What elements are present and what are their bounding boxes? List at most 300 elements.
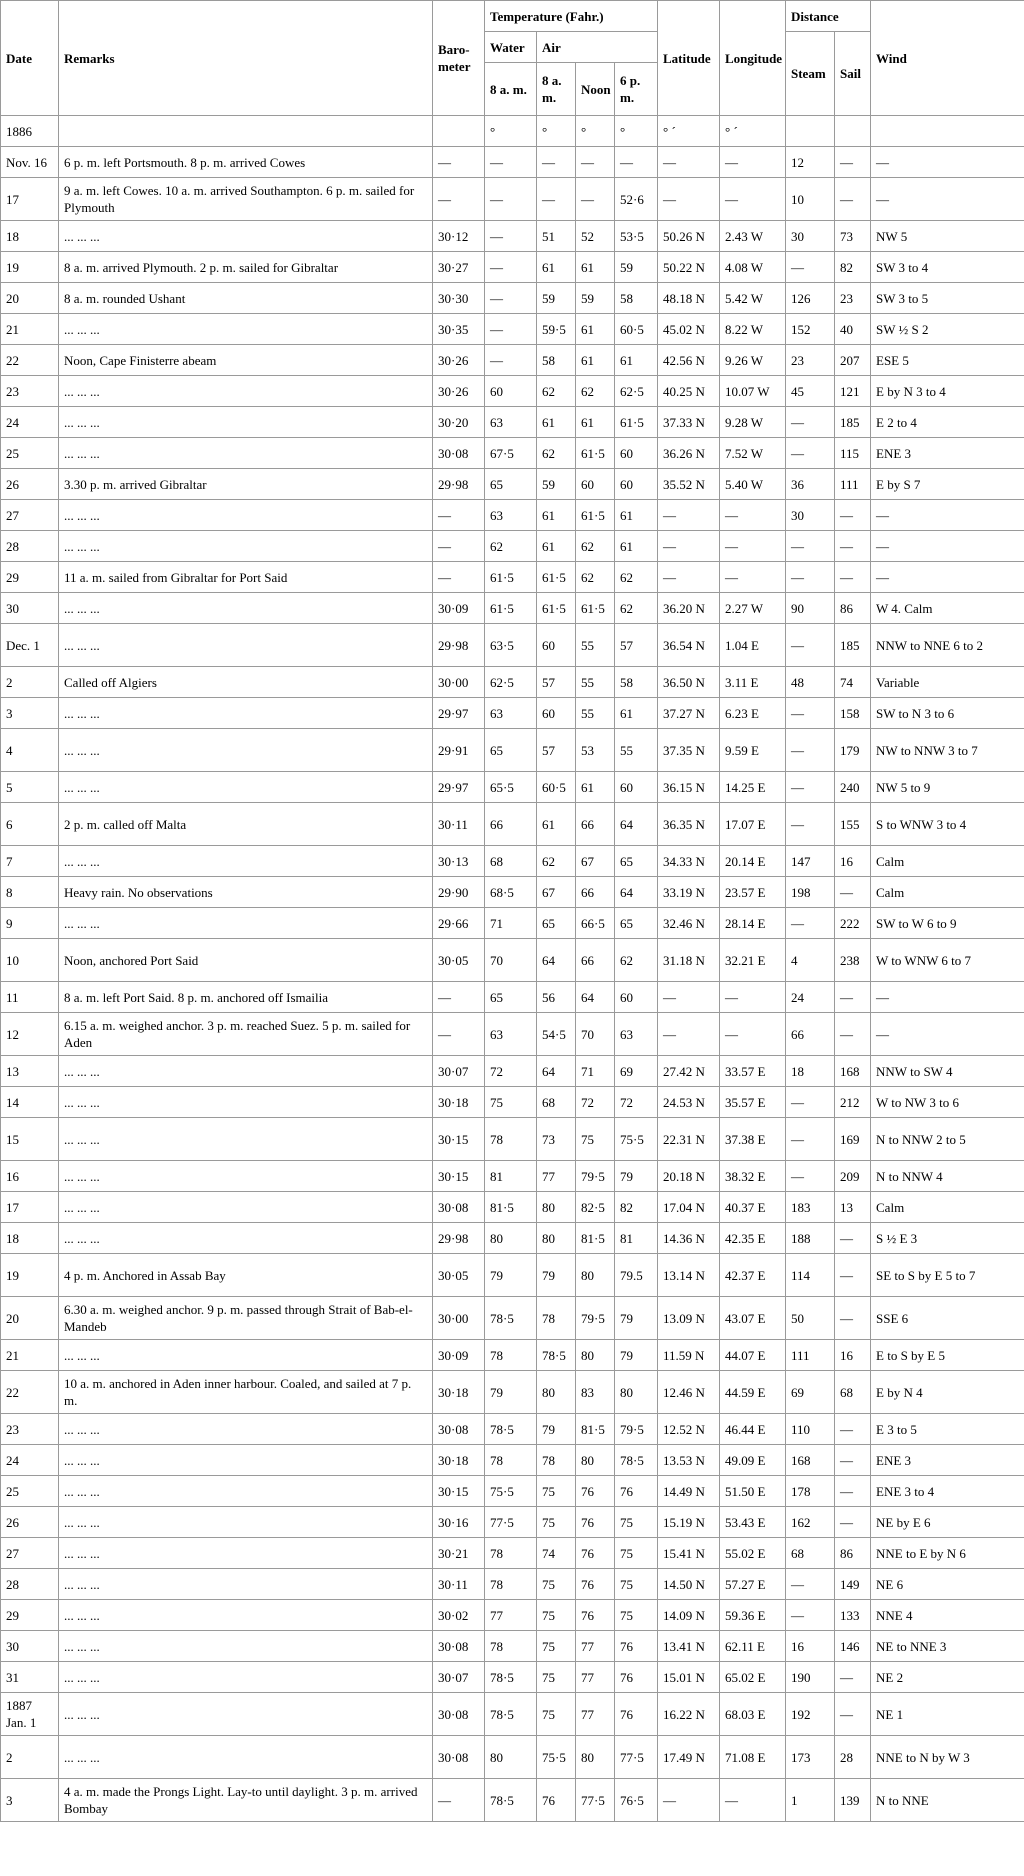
barometer-cell: 30·35: [433, 314, 485, 345]
longitude-cell: 9.59 E: [720, 729, 786, 772]
steam-cell: 190: [786, 1662, 835, 1693]
remarks-cell: 10 a. m. anchored in Aden inner harbour. Coaled, and sailed at 7 p. m.: [59, 1371, 433, 1414]
longitude-cell: 2.27 W: [720, 593, 786, 624]
longitude-cell: 44.59 E: [720, 1371, 786, 1414]
table-row: [1, 1600, 1024, 1631]
steam-cell: 111: [786, 1340, 835, 1371]
table-row: [1, 407, 1024, 438]
table-row: [1, 1736, 1024, 1779]
steam-cell: —: [786, 531, 835, 562]
air-noon-cell: 76: [576, 1600, 615, 1631]
sail-cell: 16: [835, 1340, 871, 1371]
table-row: [1, 803, 1024, 846]
barometer-cell: 30·16: [433, 1507, 485, 1538]
steam-cell: —: [786, 562, 835, 593]
remarks-cell: ... ... ...: [59, 908, 433, 939]
remarks-cell: ... ... ...: [59, 1631, 433, 1662]
sail-cell: 185: [835, 624, 871, 667]
water-8am-cell: 79: [485, 1254, 537, 1297]
remarks-cell: ... ... ...: [59, 729, 433, 772]
barometer-cell: 30·00: [433, 667, 485, 698]
header-air-noon: Noon: [576, 63, 615, 116]
remarks-cell: ... ... ...: [59, 314, 433, 345]
barometer-cell: 29·66: [433, 908, 485, 939]
air-8am-cell: 61: [537, 252, 576, 283]
sail-cell: —: [835, 1693, 871, 1736]
wind-cell: E 2 to 4: [871, 407, 1024, 438]
sail-cell: —: [835, 562, 871, 593]
wind-cell: —: [871, 562, 1024, 593]
wind-cell: SSE 6: [871, 1297, 1024, 1340]
sail-cell: 146: [835, 1631, 871, 1662]
wind-cell: NNE 4: [871, 1600, 1024, 1631]
water-8am-cell: 78: [485, 1445, 537, 1476]
longitude-cell: 53.43 E: [720, 1507, 786, 1538]
air-8am-cell: 67: [537, 877, 576, 908]
date-cell: 16: [1, 1161, 59, 1192]
remarks-cell: ... ... ...: [59, 1736, 433, 1779]
water-8am-cell: 78·5: [485, 1693, 537, 1736]
barometer-cell: 29·97: [433, 698, 485, 729]
sail-cell: —: [835, 147, 871, 178]
steam-cell: —: [786, 1569, 835, 1600]
steam-cell: 1: [786, 1779, 835, 1822]
latitude-cell: 37.27 N: [658, 698, 720, 729]
longitude-cell: 57.27 E: [720, 1569, 786, 1600]
barometer-cell: 30·26: [433, 345, 485, 376]
air-noon-cell: 76: [576, 1507, 615, 1538]
water-8am-cell: 81·5: [485, 1192, 537, 1223]
air-noon-cell: 79·5: [576, 1161, 615, 1192]
longitude-cell: 44.07 E: [720, 1340, 786, 1371]
date-cell: 2: [1, 667, 59, 698]
header-latitude: Latitude: [658, 1, 720, 116]
air-6pm-cell: 61: [615, 500, 658, 531]
air-8am-cell: 78·5: [537, 1340, 576, 1371]
air-noon-cell: —: [576, 147, 615, 178]
water-8am-cell: 78: [485, 1631, 537, 1662]
table-row: [1, 908, 1024, 939]
air-noon-cell: 61: [576, 314, 615, 345]
wind-cell: NW 5 to 9: [871, 772, 1024, 803]
barometer-cell: —: [433, 562, 485, 593]
sail-cell: 155: [835, 803, 871, 846]
latitude-cell: 13.41 N: [658, 1631, 720, 1662]
air-8am-cell: 60: [537, 698, 576, 729]
latitude-cell: 14.09 N: [658, 1600, 720, 1631]
barometer-cell: —: [433, 500, 485, 531]
table-row: [1, 1340, 1024, 1371]
table-row: [1, 562, 1024, 593]
longitude-cell: 35.57 E: [720, 1087, 786, 1118]
remarks-cell: Heavy rain. No observations: [59, 877, 433, 908]
air-noon-cell: 60: [576, 469, 615, 500]
steam-cell: 69: [786, 1371, 835, 1414]
wind-cell: SW to N 3 to 6: [871, 698, 1024, 729]
barometer-cell: 30·18: [433, 1371, 485, 1414]
table-row: [1, 1631, 1024, 1662]
sail-cell: —: [835, 877, 871, 908]
barometer-cell: —: [433, 982, 485, 1013]
air-8am-cell: 57: [537, 667, 576, 698]
date-cell: 3: [1, 698, 59, 729]
table-row: [1, 877, 1024, 908]
air-noon-cell: 66: [576, 939, 615, 982]
longitude-cell: 10.07 W: [720, 376, 786, 407]
header-air-8am: 8 a. m.: [537, 63, 576, 116]
barometer-cell: —: [433, 1779, 485, 1822]
air-noon-cell: 67: [576, 846, 615, 877]
steam-cell: 188: [786, 1223, 835, 1254]
wind-cell: NE to NNE 3: [871, 1631, 1024, 1662]
air-8am-cell: 79: [537, 1414, 576, 1445]
air-noon-cell: 80: [576, 1445, 615, 1476]
longitude-cell: 17.07 E: [720, 803, 786, 846]
latitude-cell: 13.14 N: [658, 1254, 720, 1297]
barometer-cell: 30·05: [433, 1254, 485, 1297]
air-6pm-cell: 64: [615, 803, 658, 846]
latitude-cell: —: [658, 562, 720, 593]
latitude-cell: 12.46 N: [658, 1371, 720, 1414]
date-cell: 17: [1, 1192, 59, 1223]
longitude-cell: 4.08 W: [720, 252, 786, 283]
wind-cell: NW to NNW 3 to 7: [871, 729, 1024, 772]
air-8am-cell: 59: [537, 469, 576, 500]
wind-cell: SE to S by E 5 to 7: [871, 1254, 1024, 1297]
latitude-cell: 36.50 N: [658, 667, 720, 698]
barometer-cell: 30·08: [433, 438, 485, 469]
water-8am-cell: —: [485, 283, 537, 314]
barometer-cell: —: [433, 147, 485, 178]
remarks-cell: 2 p. m. called off Malta: [59, 803, 433, 846]
remarks-cell: ... ... ...: [59, 531, 433, 562]
steam-cell: 18: [786, 1056, 835, 1087]
longitude-cell: 23.57 E: [720, 877, 786, 908]
wind-cell: [871, 116, 1024, 147]
remarks-cell: ... ... ...: [59, 1056, 433, 1087]
air-6pm-cell: 75: [615, 1600, 658, 1631]
remarks-cell: ... ... ...: [59, 593, 433, 624]
steam-cell: 24: [786, 982, 835, 1013]
latitude-cell: —: [658, 500, 720, 531]
table-row: [1, 1569, 1024, 1600]
remarks-cell: ... ... ...: [59, 500, 433, 531]
water-8am-cell: 62·5: [485, 667, 537, 698]
barometer-cell: 30·07: [433, 1662, 485, 1693]
date-cell: 28: [1, 531, 59, 562]
air-6pm-cell: 57: [615, 624, 658, 667]
longitude-cell: 55.02 E: [720, 1538, 786, 1569]
table-row: [1, 593, 1024, 624]
remarks-cell: ... ... ...: [59, 1192, 433, 1223]
latitude-cell: —: [658, 531, 720, 562]
sail-cell: 74: [835, 667, 871, 698]
table-row: [1, 1414, 1024, 1445]
longitude-cell: 62.11 E: [720, 1631, 786, 1662]
remarks-cell: 11 a. m. sailed from Gibraltar for Port Said: [59, 562, 433, 593]
header-row-1: [1, 1, 1024, 32]
wind-cell: NNW to NNE 6 to 2: [871, 624, 1024, 667]
air-noon-cell: 61: [576, 407, 615, 438]
date-cell: 28: [1, 1569, 59, 1600]
air-8am-cell: 78: [537, 1445, 576, 1476]
air-8am-cell: 62: [537, 438, 576, 469]
date-cell: 20: [1, 1297, 59, 1340]
air-8am-cell: 78: [537, 1297, 576, 1340]
sail-cell: 158: [835, 698, 871, 729]
air-6pm-cell: 72: [615, 1087, 658, 1118]
table-row: [1, 345, 1024, 376]
barometer-cell: 30·26: [433, 376, 485, 407]
wind-cell: —: [871, 531, 1024, 562]
air-noon-cell: 52: [576, 221, 615, 252]
remarks-cell: ... ... ...: [59, 221, 433, 252]
water-8am-cell: 68: [485, 846, 537, 877]
remarks-cell: ... ... ...: [59, 624, 433, 667]
table-row: [1, 1507, 1024, 1538]
water-8am-cell: 68·5: [485, 877, 537, 908]
air-6pm-cell: 62·5: [615, 376, 658, 407]
barometer-cell: 30·00: [433, 1297, 485, 1340]
air-6pm-cell: °: [615, 116, 658, 147]
steam-cell: [786, 116, 835, 147]
air-noon-cell: 71: [576, 1056, 615, 1087]
remarks-cell: ... ... ...: [59, 1223, 433, 1254]
wind-cell: S ½ E 3: [871, 1223, 1024, 1254]
steam-cell: 168: [786, 1445, 835, 1476]
table-row: [1, 531, 1024, 562]
longitude-cell: 1.04 E: [720, 624, 786, 667]
remarks-cell: 6.15 a. m. weighed anchor. 3 p. m. reached Suez. 5 p. m. sailed for Aden: [59, 1013, 433, 1056]
sail-cell: 139: [835, 1779, 871, 1822]
latitude-cell: 20.18 N: [658, 1161, 720, 1192]
air-8am-cell: 80: [537, 1192, 576, 1223]
air-noon-cell: 62: [576, 376, 615, 407]
sail-cell: 133: [835, 1600, 871, 1631]
date-cell: 23: [1, 376, 59, 407]
wind-cell: SW 3 to 5: [871, 283, 1024, 314]
header-steam: Steam: [786, 32, 835, 116]
wind-cell: E by N 4: [871, 1371, 1024, 1414]
barometer-cell: 30·08: [433, 1192, 485, 1223]
barometer-cell: 30·02: [433, 1600, 485, 1631]
sail-cell: 23: [835, 283, 871, 314]
remarks-cell: ... ... ...: [59, 1476, 433, 1507]
water-8am-cell: 63: [485, 1013, 537, 1056]
longitude-cell: 49.09 E: [720, 1445, 786, 1476]
air-noon-cell: 61: [576, 345, 615, 376]
wind-cell: E 3 to 5: [871, 1414, 1024, 1445]
air-6pm-cell: 77·5: [615, 1736, 658, 1779]
air-6pm-cell: 64: [615, 877, 658, 908]
air-6pm-cell: 55: [615, 729, 658, 772]
sail-cell: 111: [835, 469, 871, 500]
longitude-cell: 68.03 E: [720, 1693, 786, 1736]
table-row: [1, 1223, 1024, 1254]
air-6pm-cell: 81: [615, 1223, 658, 1254]
air-8am-cell: 62: [537, 846, 576, 877]
water-8am-cell: 78·5: [485, 1297, 537, 1340]
water-8am-cell: 78·5: [485, 1414, 537, 1445]
wind-cell: W 4. Calm: [871, 593, 1024, 624]
wind-cell: —: [871, 1013, 1024, 1056]
table-row: [1, 1371, 1024, 1414]
wind-cell: N to NNE: [871, 1779, 1024, 1822]
sail-cell: —: [835, 1414, 871, 1445]
air-8am-cell: 64: [537, 939, 576, 982]
water-8am-cell: 63: [485, 500, 537, 531]
air-8am-cell: 75: [537, 1631, 576, 1662]
wind-cell: E to S by E 5: [871, 1340, 1024, 1371]
date-cell: 10: [1, 939, 59, 982]
sail-cell: 13: [835, 1192, 871, 1223]
air-noon-cell: 77·5: [576, 1779, 615, 1822]
air-noon-cell: 81·5: [576, 1223, 615, 1254]
water-8am-cell: 78·5: [485, 1779, 537, 1822]
table-row: [1, 500, 1024, 531]
wind-cell: Calm: [871, 877, 1024, 908]
air-noon-cell: 66: [576, 803, 615, 846]
table-row: [1, 1476, 1024, 1507]
sail-cell: 40: [835, 314, 871, 345]
water-8am-cell: 78: [485, 1340, 537, 1371]
sail-cell: 238: [835, 939, 871, 982]
air-6pm-cell: 78·5: [615, 1445, 658, 1476]
latitude-cell: 45.02 N: [658, 314, 720, 345]
longitude-cell: 46.44 E: [720, 1414, 786, 1445]
air-6pm-cell: 61·5: [615, 407, 658, 438]
header-barometer: Baro-meter: [433, 1, 485, 116]
water-8am-cell: 77·5: [485, 1507, 537, 1538]
sail-cell: 16: [835, 846, 871, 877]
steam-cell: 114: [786, 1254, 835, 1297]
table-row: [1, 1693, 1024, 1736]
date-cell: 1886: [1, 116, 59, 147]
steam-cell: 4: [786, 939, 835, 982]
water-8am-cell: 77: [485, 1600, 537, 1631]
water-8am-cell: 61·5: [485, 562, 537, 593]
date-cell: 18: [1, 1223, 59, 1254]
remarks-cell: ... ... ...: [59, 438, 433, 469]
steam-cell: 183: [786, 1192, 835, 1223]
air-6pm-cell: 76: [615, 1662, 658, 1693]
date-cell: 27: [1, 500, 59, 531]
remarks-cell: 9 a. m. left Cowes. 10 a. m. arrived Southampton. 6 p. m. sailed for Plymouth: [59, 178, 433, 221]
water-8am-cell: 63: [485, 698, 537, 729]
remarks-cell: [59, 116, 433, 147]
longitude-cell: —: [720, 1779, 786, 1822]
date-cell: 24: [1, 407, 59, 438]
table-row: [1, 1662, 1024, 1693]
remarks-cell: ... ... ...: [59, 376, 433, 407]
wind-cell: E by S 7: [871, 469, 1024, 500]
remarks-cell: ... ... ...: [59, 1569, 433, 1600]
remarks-cell: 8 a. m. rounded Ushant: [59, 283, 433, 314]
barometer-cell: 30·13: [433, 846, 485, 877]
sail-cell: 68: [835, 1371, 871, 1414]
latitude-cell: 50.26 N: [658, 221, 720, 252]
steam-cell: 48: [786, 667, 835, 698]
longitude-cell: 6.23 E: [720, 698, 786, 729]
table-row: [1, 1445, 1024, 1476]
wind-cell: Calm: [871, 846, 1024, 877]
date-cell: 8: [1, 877, 59, 908]
air-6pm-cell: 53·5: [615, 221, 658, 252]
air-6pm-cell: 61: [615, 345, 658, 376]
air-6pm-cell: 60·5: [615, 314, 658, 345]
remarks-cell: 3.30 p. m. arrived Gibraltar: [59, 469, 433, 500]
air-noon-cell: 72: [576, 1087, 615, 1118]
table-row: [1, 283, 1024, 314]
longitude-cell: 9.26 W: [720, 345, 786, 376]
remarks-cell: ... ... ...: [59, 1662, 433, 1693]
air-6pm-cell: 75·5: [615, 1118, 658, 1161]
air-noon-cell: 59: [576, 283, 615, 314]
steam-cell: 126: [786, 283, 835, 314]
wind-cell: —: [871, 500, 1024, 531]
air-6pm-cell: 75: [615, 1569, 658, 1600]
water-8am-cell: 78: [485, 1569, 537, 1600]
latitude-cell: 32.46 N: [658, 908, 720, 939]
wind-cell: NE 1: [871, 1693, 1024, 1736]
steam-cell: 162: [786, 1507, 835, 1538]
air-6pm-cell: 62: [615, 939, 658, 982]
water-8am-cell: 71: [485, 908, 537, 939]
date-cell: 21: [1, 1340, 59, 1371]
air-noon-cell: 80: [576, 1254, 615, 1297]
latitude-cell: 13.09 N: [658, 1297, 720, 1340]
air-noon-cell: 62: [576, 531, 615, 562]
remarks-cell: ... ... ...: [59, 407, 433, 438]
air-8am-cell: 75: [537, 1662, 576, 1693]
remarks-cell: 6 p. m. left Portsmouth. 8 p. m. arrived Cowes: [59, 147, 433, 178]
air-8am-cell: 65: [537, 908, 576, 939]
longitude-cell: 7.52 W: [720, 438, 786, 469]
water-8am-cell: 78·5: [485, 1662, 537, 1693]
wind-cell: —: [871, 147, 1024, 178]
remarks-cell: ... ... ...: [59, 1600, 433, 1631]
air-noon-cell: 61·5: [576, 500, 615, 531]
latitude-cell: —: [658, 1013, 720, 1056]
longitude-cell: —: [720, 531, 786, 562]
air-8am-cell: °: [537, 116, 576, 147]
air-8am-cell: 61: [537, 500, 576, 531]
air-noon-cell: 76: [576, 1538, 615, 1569]
latitude-cell: 27.42 N: [658, 1056, 720, 1087]
barometer-cell: 30·08: [433, 1693, 485, 1736]
longitude-cell: 38.32 E: [720, 1161, 786, 1192]
steam-cell: —: [786, 803, 835, 846]
steam-cell: 192: [786, 1693, 835, 1736]
latitude-cell: 42.56 N: [658, 345, 720, 376]
air-noon-cell: 80: [576, 1340, 615, 1371]
steam-cell: 66: [786, 1013, 835, 1056]
latitude-cell: 17.04 N: [658, 1192, 720, 1223]
latitude-cell: 40.25 N: [658, 376, 720, 407]
air-8am-cell: 64: [537, 1056, 576, 1087]
steam-cell: 23: [786, 345, 835, 376]
sail-cell: 121: [835, 376, 871, 407]
longitude-cell: 5.40 W: [720, 469, 786, 500]
wind-cell: SW to W 6 to 9: [871, 908, 1024, 939]
air-8am-cell: 61·5: [537, 562, 576, 593]
air-8am-cell: 56: [537, 982, 576, 1013]
date-cell: 13: [1, 1056, 59, 1087]
air-6pm-cell: 76: [615, 1476, 658, 1507]
longitude-cell: —: [720, 562, 786, 593]
air-6pm-cell: 60: [615, 772, 658, 803]
air-6pm-cell: 62: [615, 562, 658, 593]
